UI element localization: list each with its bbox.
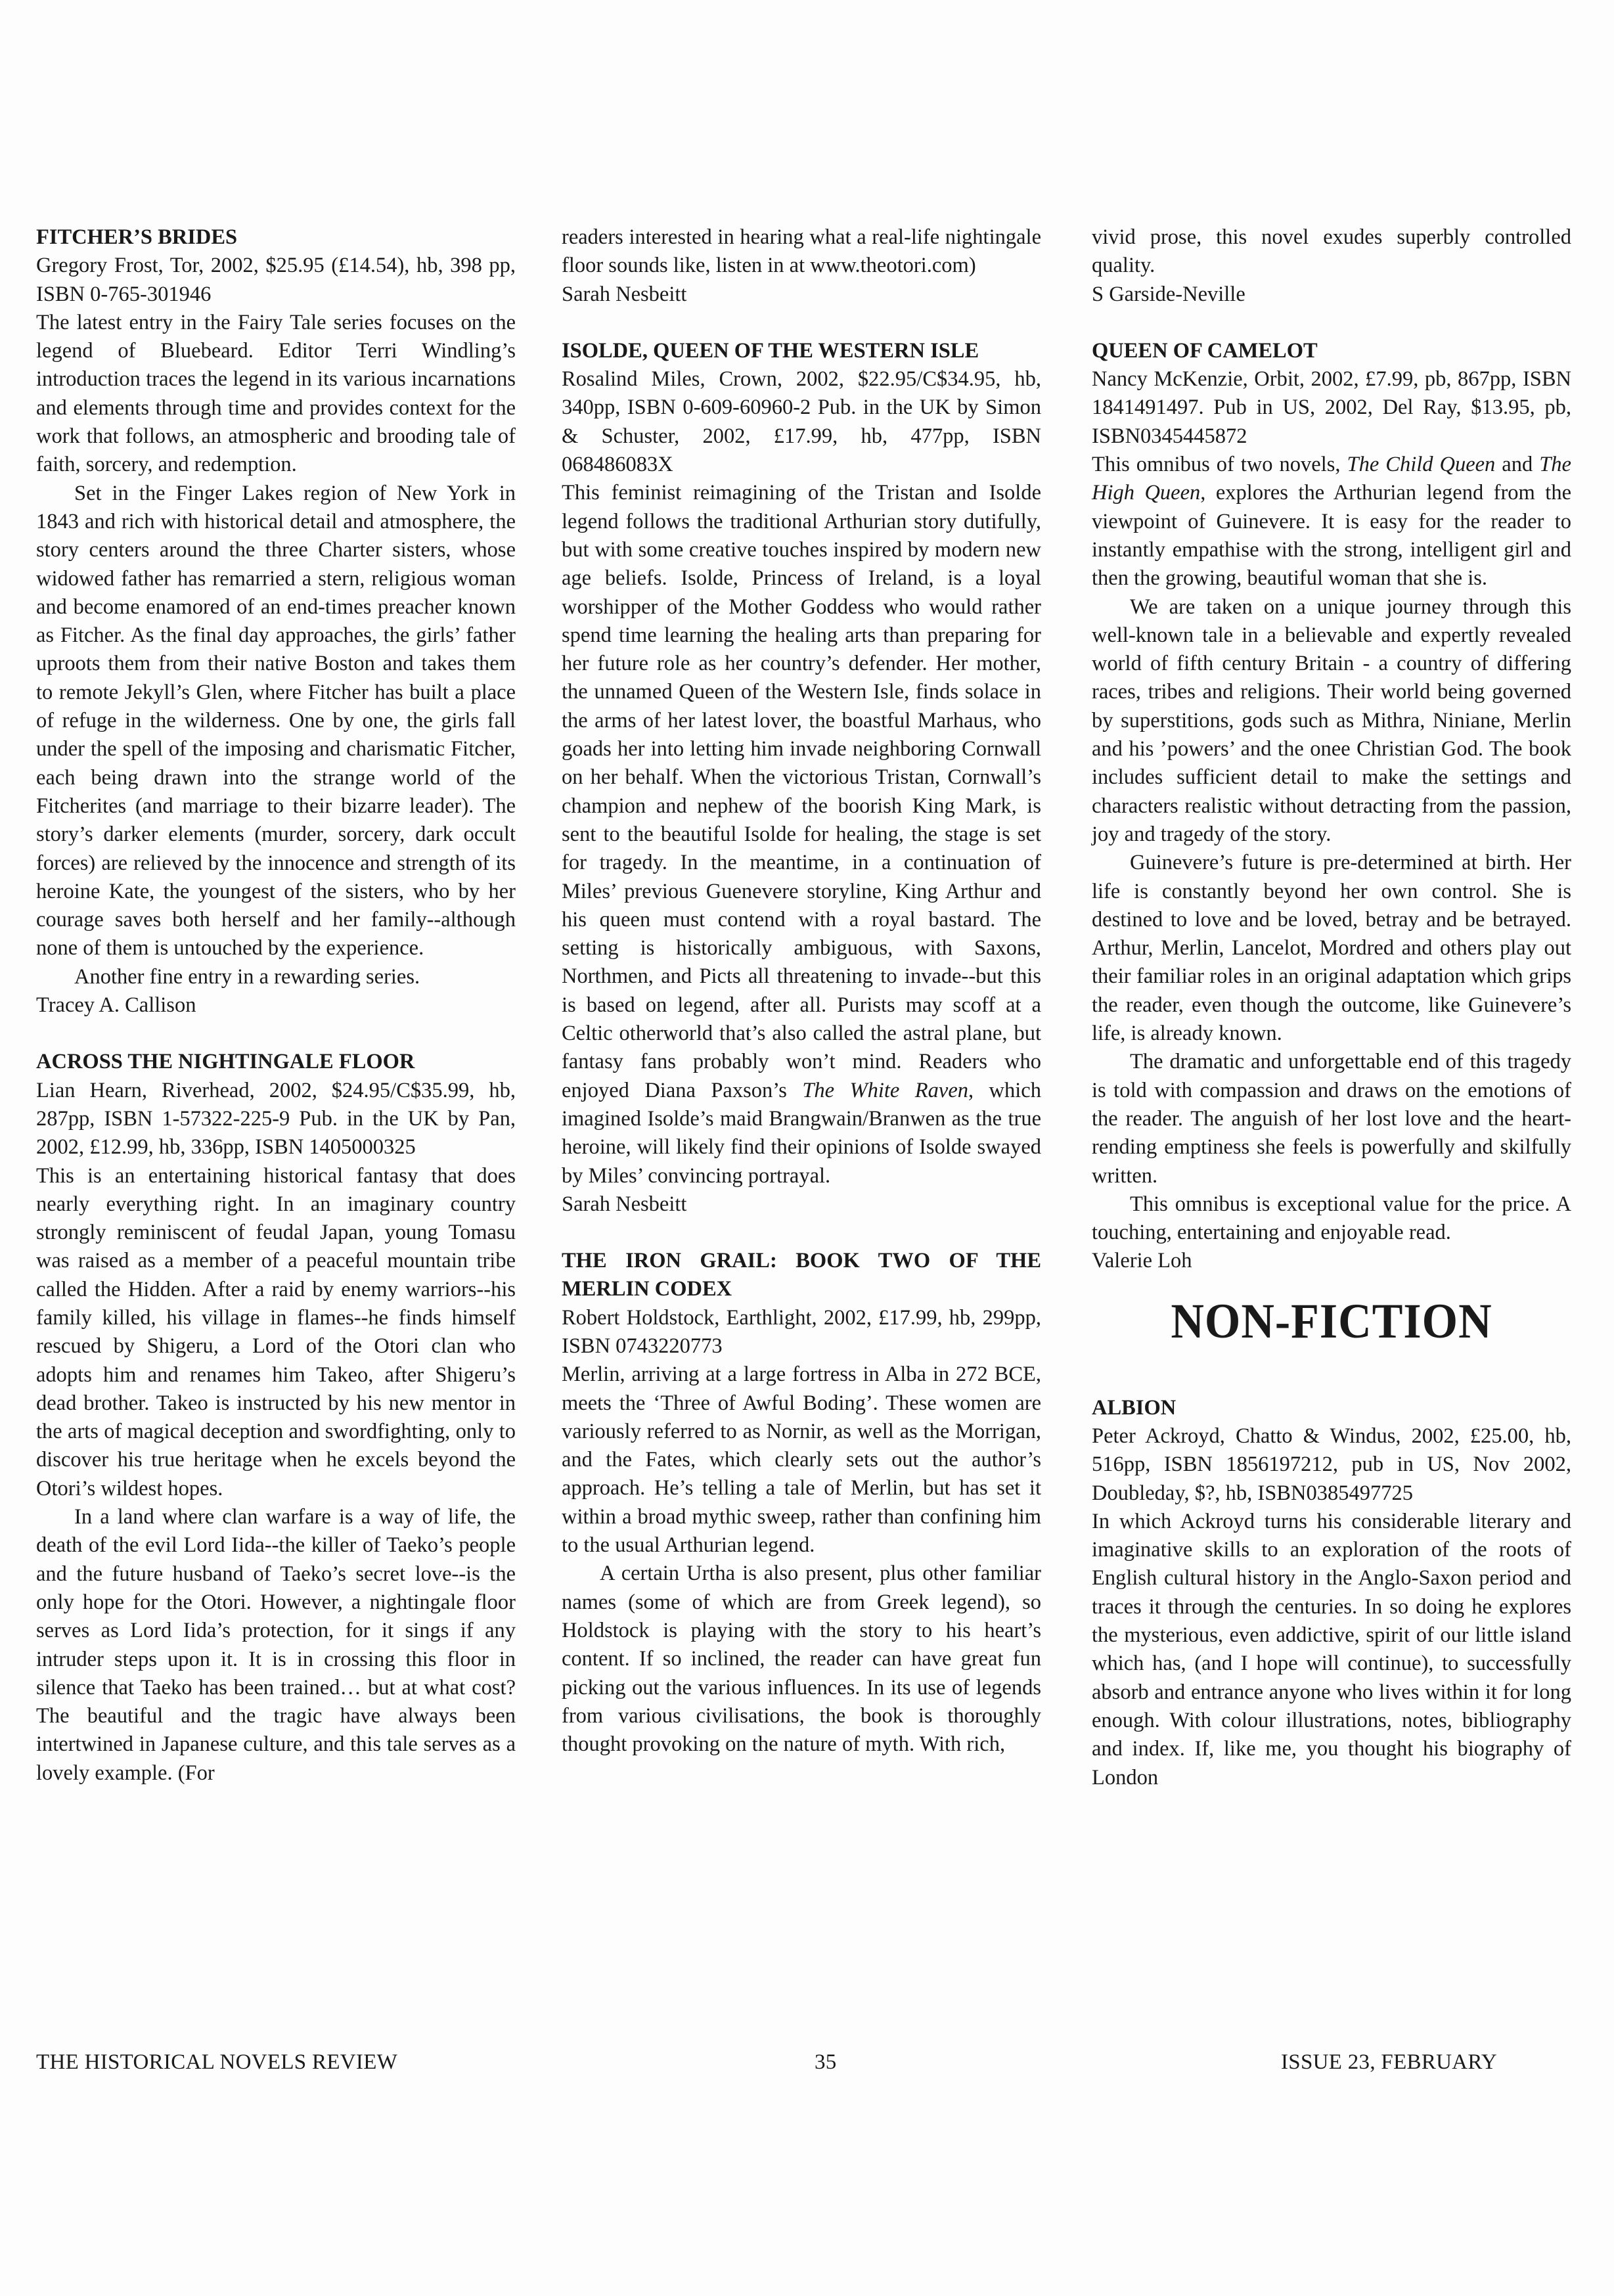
review-paragraph: The latest entry in the Fairy Tale series focuses on the legend of Bluebeard. Editor Terri Windling’s introduction traces the legend in its various incarnations and elements through time and provides context for the work that follows, an atmospheric and brooding tale of faith, sorcery, and redemption. — [36, 310, 516, 477]
review-body — [562, 223, 1041, 281]
section-heading-non-fiction: NON-FICTION — [1171, 1294, 1492, 1349]
review-paragraph: In which Ackroyd turns his considerable literary and imaginative skills to an exploration of the roots of English cultural history in the Anglo-Saxon period and traces it through the centuries. In so doing he explores the mysterious, even addictive, spirit of our little island which has, (and I hope will continue), to successfully absorb and entrance anyone who lives within it for long enough. With colour illustrations, notes, bibliography and index. If, like me, you thought his biography of London — [1092, 1509, 1571, 1790]
review-paragraph: Guinevere’s future is pre-determined at birth. Her life is constantly beyond her own control. She is destined to love and be loved, betray and be betrayed. Arthur, Merlin, Lancelot, Mordred and others play out their familiar roles in an original adaptation which grips the reader, even though the outcome, like Guinevere’s life, is already known. — [1092, 851, 1571, 1046]
review-text: , which imagined Isolde’s maid Brangwain/Branwen as the true heroine, will likely find their opinions of Isolde swayed by Miles’ convincing portrayal. — [562, 1078, 1041, 1188]
review-title: ALBION — [1092, 1395, 1177, 1420]
review-paragraph: This is an entertaining historical fantasy that does nearly everything right. In an imaginary country strongly reminiscent of feudal Japan, young Tomasu was raised as a member of a peaceful mountain tribe called the Hidden. After a raid by enemy warriors--his family killed, his village in flames--he finds himself rescued by Shigeru, a Lord of the Otori clan who adopts him and renames him Takeo, after Shigeru’s dead brother. Takeo is instructed by his new mentor in the arts of magical deception and swordfighting, only to discover his true heritage when he excels beyond the Otori’s wildest hopes. — [36, 1163, 516, 1500]
reviewer-name: Valerie Loh — [1092, 1249, 1192, 1273]
review-paragraph: A certain Urtha is also present, plus other familiar names (some of which are from Greek legend), so Holdstock is playing with the story to his heart’s content. If so inclined, the reader can have great fun picking out the various influences. In its use of legends from various civilisations, the book is thoroughly thought provoking on the nature of myth. With rich, — [562, 1562, 1041, 1757]
review-meta: Lian Hearn, Riverhead, 2002, $24.95/C$35.99, hb, 287pp, ISBN 1-57322-225-9 Pub. in the UK by Pan, 2002, £12.99, hb, 336pp, ISBN 1405000325 — [36, 1078, 516, 1159]
review-paragraph: Set in the Finger Lakes region of New York in 1843 and rich with historical detail and atmosphere, the story centers around the three Charter sisters, whose widowed father has remarried a stern, religious woman and become enamored of an end-times preacher known as Fitcher. As the final day approaches, the girls’ father uproots them from their native Boston and takes them to remote Jekyll’s Glen, where Fitcher has built a place of refuge in the wilderness. One by one, the girls fall under the spell of the imposing and charismatic Fitcher, each being drawn into the strange world of the Fitcherites (and marriage to their bizarre leader). The story’s darker elements (murder, sorcery, dark occult forces) are relieved by the innocence and strength of its heroine Kate, the youngest of the sisters, who by her courage saves both herself and her family--although none of them is untouched by the experience. — [36, 481, 516, 960]
review-paragraph: readers interested in hearing what a real-life nightingale floor sounds like, listen in at www.theotori.com) — [562, 225, 1041, 278]
review-continuation — [1092, 223, 1571, 309]
review-across-the-nightingale-floor — [36, 1048, 516, 1788]
review-meta: Rosalind Miles, Crown, 2002, $22.95/C$34.95, hb, 340pp, ISBN 0-609-60960-2 Pub. in the UK by Simon & Schuster, 2002, £17.99, hb, 477pp, ISBN 068486083X — [562, 367, 1041, 477]
review-continuation — [562, 223, 1041, 309]
review-title: ISOLDE, QUEEN OF THE WESTERN ISLE — [562, 338, 979, 363]
review-body — [36, 1162, 516, 1788]
review-body — [562, 1361, 1041, 1759]
footer-page-number: 35 — [815, 2050, 837, 2074]
footer-issue: ISSUE 23, FEBRUARY — [1281, 2050, 1498, 2074]
book-title-italic: The Child Queen — [1347, 453, 1496, 477]
column-left — [36, 223, 516, 1788]
review-paragraph: In a land where clan warfare is a way of life, the death of the evil Lord Iida--the killer of Taeko’s people and the future husband of Taeko’s secret love--is the only hope for the Otori. However, a nightingale floor serves as Lord Iida’s protection, for it sings if any intruder steps upon it. It is in crossing this floor in silence that Taeko has been trained… but at what cost? The beautiful and the tragic have always been intertwined in Japanese culture, and this tale serves as a lovely example. (For — [36, 1505, 516, 1785]
review-paragraph: This omnibus is exceptional value for the price. A touching, entertaining and enjoyable read. — [1092, 1192, 1571, 1245]
reviewer-name: Tracey A. Callison — [36, 993, 196, 1018]
review-albion — [1092, 1394, 1571, 1792]
review-title: FITCHER’S BRIDES — [36, 225, 238, 249]
footer-publication-title: THE HISTORICAL NOVELS REVIEW — [36, 2050, 398, 2074]
review-paragraph: Merlin, arriving at a large fortress in Alba in 272 BCE, meets the ‘Three of Awful Boding’. These women are variously referred to as Nornir, as well as the Morrigan, and the Fates, which clearly sets out the author’s approach. He’s telling a tale of Merlin, but has set it within a broad mythic sweep, rather than confining him to the usual Arthurian legend. — [562, 1362, 1041, 1558]
book-title-italic: The White Raven — [802, 1078, 968, 1102]
reviewer-name: Sarah Nesbeitt — [562, 1192, 687, 1216]
review-paragraph — [1092, 451, 1571, 593]
reviewer-name: Sarah Nesbeitt — [562, 282, 687, 306]
column-middle — [562, 223, 1041, 1759]
review-queen-of-camelot — [1092, 337, 1571, 1276]
column-right — [1092, 223, 1571, 1792]
review-title: QUEEN OF CAMELOT — [1092, 338, 1318, 363]
review-body — [562, 479, 1041, 1190]
review-body — [1092, 1508, 1571, 1792]
review-text: and — [1495, 453, 1540, 477]
review-paragraph: The dramatic and unforgettable end of this tragedy is told with compassion and draws on the emotions of the reader. The anguish of her lost love and the heart-rending emptiness she feels is powerfully and skilfully written. — [1092, 1050, 1571, 1188]
review-the-iron-grail — [562, 1247, 1041, 1759]
reviewer-name: S Garside-Neville — [1092, 282, 1245, 306]
review-paragraph: We are taken on a unique journey through this well-known tale in a believable and expertly revealed world of fifth century Britain - a country of differing races, tribes and religions. Their world being governed by superstitions, gods such as Mithra, Niniane, Merlin and his ’powers’ and the onee Christian God. The book includes sufficient detail to make the settings and characters realistic without detracting from the passion, joy and tragedy of the story. — [1092, 595, 1571, 846]
review-paragraph — [562, 479, 1041, 1190]
review-text: This feminist reimagining of the Tristan and Isolde legend follows the traditional Arthurian story dutifully, but with some creative touches inspired by modern new age beliefs. Isolde, Princess of Ireland, is a loyal worshipper of the Mother Goddess who would rather spend time learning the healing arts than preparing for her future role as her country’s defender. Her mother, the unnamed Queen of the Western Isle, finds solace in the arms of her latest lover, the boastful Marhaus, who goads her into letting him invade neighboring Cornwall on her behalf. When the victorious Tristan, Cornwall’s champion and nephew of the boorish King Mark, is sent to the beautiful Isolde for healing, the stage is set for tragedy. In the meantime, in a continuation of Miles’ previous Guenevere storyline, King Arthur and his queen must contend with a royal bastard. The setting is historically ambiguous, with Saxons, Northmen, and Picts all threatening to invade--but this is based on legend, after all. Purists may scoff at a Celtic otherworld that’s also called the astral plane, but fantasy fans probably won’t mind. Readers who enjoyed Diana Paxson’s — [562, 481, 1041, 1102]
review-text: This omnibus of two novels, — [1092, 453, 1347, 477]
review-fitchers-brides — [36, 223, 516, 1020]
review-paragraph: Another fine entry in a rewarding series. — [74, 964, 420, 989]
review-title: THE IRON GRAIL: BOOK TWO OF THE MERLIN CODEX — [562, 1249, 1041, 1301]
review-body — [1092, 451, 1571, 1247]
review-body — [1092, 223, 1571, 281]
review-isolde-queen-of-the-western-isle — [562, 337, 1041, 1219]
book-title-italic: The High Queen — [1092, 453, 1571, 505]
review-title: ACROSS THE NIGHTINGALE FLOOR — [36, 1050, 415, 1074]
review-body — [36, 309, 516, 991]
review-paragraph: vivid prose, this novel exudes superbly controlled quality. — [1092, 225, 1571, 278]
review-meta: Nancy McKenzie, Orbit, 2002, £7.99, pb, 867pp, ISBN 1841491497. Pub in US, 2002, Del Ray, $13.95, pb, ISBN0345445872 — [1092, 367, 1571, 448]
review-text: , explores the Arthurian legend from the viewpoint of Guinevere. It is easy for the reader to instantly empathise with the strong, intelligent girl and then the growing, beautiful woman that she is. — [1092, 481, 1571, 591]
review-meta: Gregory Frost, Tor, 2002, $25.95 (£14.54), hb, 398 pp, ISBN 0-765-301946 — [36, 254, 516, 306]
review-meta: Robert Holdstock, Earthlight, 2002, £17.99, hb, 299pp, ISBN 0743220773 — [562, 1305, 1041, 1358]
review-meta: Peter Ackroyd, Chatto & Windus, 2002, £25.00, hb, 516pp, ISBN 1856197212, pub in US, Nov 2002, Doubleday, $?, hb, ISBN0385497725 — [1092, 1424, 1571, 1505]
